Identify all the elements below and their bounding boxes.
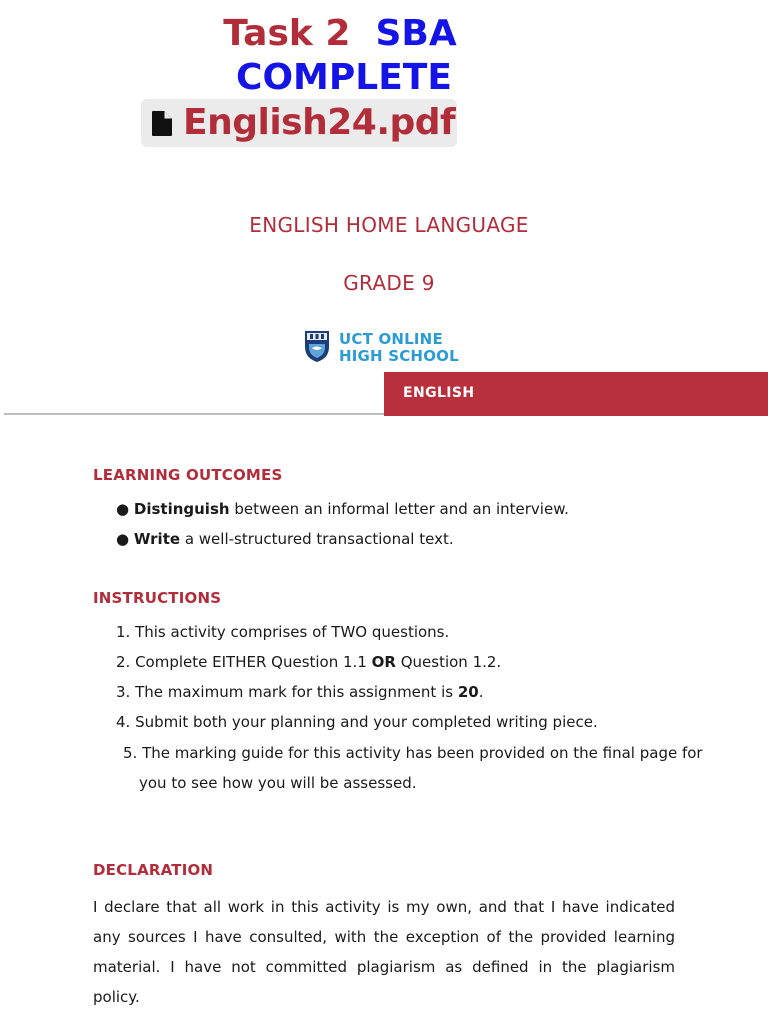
instruction-emphasis: OR [371,653,396,671]
bullet: ● [116,500,130,518]
grade-title: GRADE 9 [343,271,435,295]
instruction-text: 3. The maximum mark for this assignment is [116,683,458,701]
subject-band-label: ENGLISH [403,385,475,401]
outcome-text: between an informal letter and an interview. [229,500,569,518]
instruction-text: Question 1.2. [395,653,502,671]
subject-band [384,372,768,416]
instructions-heading: INSTRUCTIONS [93,589,222,607]
header-divider [4,413,384,415]
instruction-item: 1. This activity comprises of TWO questions. [116,623,450,641]
file-icon [141,110,183,137]
instruction-emphasis: 20 [457,683,479,701]
instruction-item [116,652,501,672]
logo-line-2: HIGH SCHOOL [339,347,459,365]
instruction-item-continued: you to see how you will be assessed. [139,774,417,792]
declaration-text: I declare that all work in this activity is my own, and that I have indicated any sources I have consulted, with the exception of the provided learning material. I have not committed plagiarism as defined in the plagiarism policy. [93,898,675,1006]
outcome-verb: Write [133,530,181,548]
learning-outcomes-heading: LEARNING OUTCOMES [93,466,283,484]
file-name[interactable]: English24.pdf [183,102,456,143]
instruction-item: 4. Submit both your planning and your completed writing piece. [116,713,598,731]
bullet: ● [116,530,130,548]
logo-line-1: UCT ONLINE [339,330,443,348]
outcome-item [116,529,454,549]
file-link[interactable] [141,99,457,147]
instruction-item: 5. The marking guide for this activity has been provided on the final page for [123,744,703,762]
instruction-text: . [478,683,484,701]
sba-label: SBA [375,13,457,54]
title-line-1 [0,12,680,56]
instruction-text: 2. Complete EITHER Question 1.1 [116,653,372,671]
outcome-text: a well-structured transactional text. [180,530,454,548]
complete-label: COMPLETE [236,57,452,98]
outcome-verb: Distinguish [133,500,230,518]
task-label: Task 2 [223,13,351,54]
subject-title: ENGLISH HOME LANGUAGE [249,213,529,237]
outcome-item [116,499,569,519]
uct-logo [303,330,459,366]
uct-crest-icon [303,329,331,367]
declaration-heading: DECLARATION [93,861,214,879]
instruction-item [116,682,483,702]
logo-text [339,331,459,365]
